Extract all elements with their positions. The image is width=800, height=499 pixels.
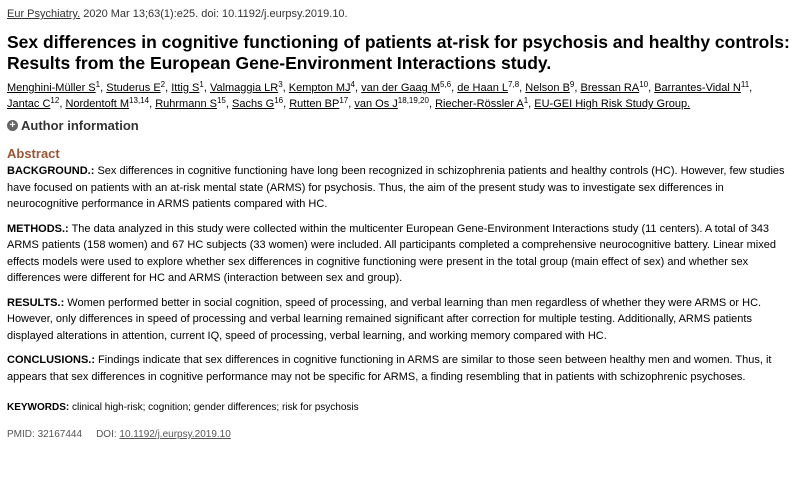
pmid-value: 32167444 [37, 429, 83, 440]
author-link[interactable]: van der Gaag M [361, 82, 440, 94]
abstract-conclusions [7, 352, 792, 385]
author-affiliation-sup: 5,6 [440, 80, 452, 89]
methods-text: The data analyzed in this study were collected within the multicenter European Gene-Environment Interactions study (11 centers). A total of 343 ARMS patients (158 women) and 67 HC subjects (33 women) were included. All participants completed a comprehensive neurocognitive battery. Linear mixed effects models were used to explore whether sex differences in cognitive functioning were present in the total group (main effect of sex) and whether sex differences were different for HC and ARMS (interaction between sex and group). [7, 222, 776, 284]
author-link[interactable]: EU-GEI High Risk Study Group. [534, 98, 691, 110]
author-affiliation-sup: 12 [50, 96, 60, 105]
author-affiliation-sup: 4 [350, 80, 355, 89]
author-link[interactable]: Nelson B [525, 82, 570, 94]
article-identifiers [7, 428, 792, 442]
author-link[interactable]: de Haan L [457, 82, 509, 94]
results-label: RESULTS.: [7, 296, 65, 309]
author-link[interactable]: Riecher-Rössler A [435, 98, 524, 110]
background-label: BACKGROUND.: [7, 165, 95, 177]
author-affiliation-sup: 13,14 [129, 96, 150, 105]
author-affiliation-sup: 7,8 [508, 80, 520, 89]
author-link[interactable]: Studerus E [106, 82, 161, 94]
results-text: Women performed better in social cognition, speed of processing, and verbal learning than men regardless of whether they were ARMS or HC. However, only differences in speed of processing and verbal learning remained significant after correction for multiple testing. Additionally, ARMS patients displayed alterations in attention, current IQ, speed of processing, verbal learning, and working memory compared with HC. [7, 296, 762, 342]
author-link[interactable]: Ruhrmann S [155, 98, 217, 110]
doi-label: DOI: [96, 429, 117, 440]
author-list: Menghini-Müller $S^1$, Studerus $E^2$, Ittig $S^1$, Valmaggia $LR^3$, Kempton $MJ^4$, van der Gaag M$^{5,6}$, de Haan L$^{7,8}$, Nelson $B^9$, Bressan RA$^{10}$, Barrantes-Vidal $N^{11}$, Jantac $C^{12}$, Nordentoft M$^{13,14}$, Ruhrmann $S^{15}$, Sachs $G^{16}$, Rutten BP$^{17}$, van Os J$^{18,19,20}$, Riecher-Rössler $A^1$, EU-GEI High Risk Study Group. [7, 80, 753, 110]
author-link[interactable]: Ittig S [171, 82, 200, 94]
author-affiliation-sup: 16 [274, 96, 284, 105]
author-affiliation-sup: 1 [523, 96, 529, 105]
pmid-label: PMID: [7, 429, 35, 440]
citation-line [7, 7, 792, 21]
abstract-background [7, 163, 792, 213]
conclusions-text: Findings indicate that sex differences in cognitive functioning in ARMS are similar to those seen between healthy men and women. Thus, it appears that sex differences in cognitive performance may not be specific for ARMS, a finding resembling that in patients with schizophrenic psychoses. [7, 354, 772, 383]
author-link[interactable]: Barrantes-Vidal N [654, 82, 741, 94]
author-affiliation-sup: 9 [569, 80, 575, 89]
author-link[interactable]: Menghini-Müller S [7, 82, 96, 94]
author-affiliation-sup: 10 [639, 80, 649, 89]
journal-link[interactable]: Eur Psychiatry. [7, 8, 81, 20]
author-link[interactable]: Valmaggia LR [209, 82, 279, 94]
author-information-label[interactable]: Author information [21, 117, 139, 133]
abstract-heading: Abstract [7, 146, 60, 161]
background-text: Sex differences in cognitive functioning have long been recognized in schizophrenia patients and healthy controls (HC). However, few studies have focused on patients with an at-risk mental state (ARMS) for psychosis. Thus, the aim of the present study was to investigate sex differences in neurocognitive performance in ARMS patients compared with HC. [7, 165, 785, 210]
author-affiliation-sup: 15 [216, 96, 226, 105]
keywords-text: clinical high-risk; cognition; gender differences; risk for psychosis [69, 402, 359, 413]
plus-circle-icon[interactable]: + [7, 120, 18, 131]
author-affiliation-sup: 11 [740, 80, 750, 89]
doi-link[interactable]: 10.1192/j.eurpsy.2019.10 [119, 429, 231, 440]
author-link[interactable]: van Os J [354, 98, 398, 110]
author-link[interactable]: Sachs G [232, 98, 275, 110]
conclusions-label: CONCLUSIONS.: [7, 354, 95, 366]
abstract-body [7, 163, 792, 385]
author-link[interactable]: Jantac C [7, 98, 51, 110]
author-affiliation-sup: 1 [199, 80, 204, 89]
methods-label: METHODS.: [7, 222, 69, 235]
author-affiliation-sup: 17 [339, 96, 349, 105]
keywords-label: KEYWORDS: [7, 402, 70, 413]
author-affiliation-sup: 1 [95, 80, 101, 89]
keywords [7, 401, 792, 415]
abstract-methods [7, 221, 792, 287]
author-information-toggle[interactable] [7, 116, 792, 134]
author-affiliation-sup: 18,19,20 [397, 96, 429, 105]
author-affiliation-sup: 3 [278, 80, 283, 89]
citation-details: 2020 Mar 13;63(1):e25. doi: 10.1192/j.eurpsy.2019.10. [83, 8, 348, 20]
abstract-results [7, 295, 792, 345]
author-link[interactable]: Kempton MJ [288, 82, 351, 94]
author-affiliation-sup: 2 [160, 80, 166, 89]
author-link[interactable]: Bressan RA [580, 82, 640, 94]
author-link[interactable]: Nordentoft M [65, 98, 130, 110]
author-link[interactable]: Rutten BP [289, 98, 340, 110]
article-title: Sex differences in cognitive functioning of patients at-risk for psychosis and healthy controls: Results from the European Gene-Environment Interactions study. [7, 32, 790, 73]
